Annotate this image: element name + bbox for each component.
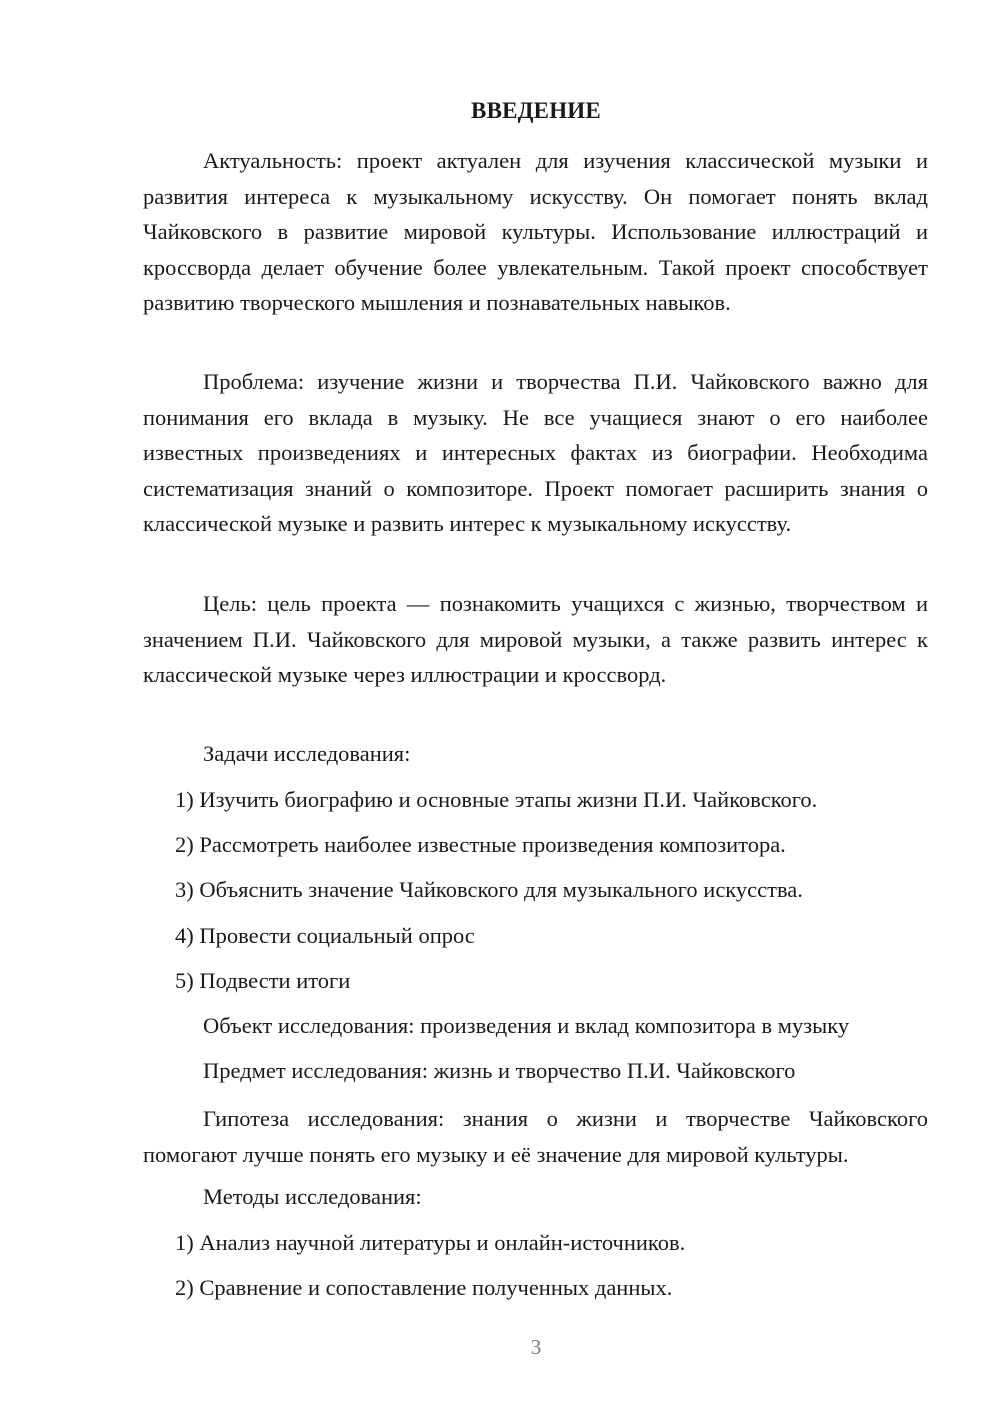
page-number: 3 [530, 1335, 542, 1359]
task-item: 4) Провести социальный опрос [175, 923, 475, 948]
research-object-line: Объект исследования: произведения и вклад композитора в музыку [203, 1013, 850, 1038]
method-item: 2) Сравнение и сопоставление полученных данных. [175, 1275, 673, 1300]
tasks-heading: Задачи исследования: [203, 741, 411, 766]
method-item: 1) Анализ научной литературы и онлайн-источников. [175, 1230, 686, 1255]
task-item: 3) Объяснить значение Чайковского для музыкального искусства. [175, 877, 803, 902]
task-item: 1) Изучить биографию и основные этапы жизни П.И. Чайковского. [175, 787, 818, 812]
problem-paragraph: Проблема: изучение жизни и творчества П.И. Чайковского важно для понимания его вклада в музыку. Не все учащиеся знают о его наиболее известных произведениях и интересных фактах из биографии. Необходима систематизация знаний о композиторе. Проект помогает расширить знания о классической музыке и развить интерес к музыкальному искусству. [143, 369, 928, 536]
task-item: 2) Рассмотреть наиболее известные произведения композитора. [175, 832, 786, 857]
methods-heading: Методы исследования: [203, 1184, 422, 1209]
goal-paragraph: Цель: цель проекта — познакомить учащихся с жизнью, творчеством и значением П.И. Чайковского для мировой музыки, а также развить интерес к классической музыке через иллюстрации и кроссворд. [143, 591, 928, 687]
relevance-paragraph: Актуальность: проект актуален для изучения классической музыки и развития интереса к музыкальному искусству. Он помогает понять вклад Чайковского в развитие мировой культуры. Использование иллюстраций и кроссворда делает обучение более увлекательным. Такой проект способствует развитию творческого мышления и познавательных навыков. [143, 148, 928, 315]
research-subject-line: Предмет исследования: жизнь и творчество П.И. Чайковского [203, 1058, 796, 1083]
task-item: 5) Подвести итоги [175, 968, 351, 993]
hypothesis-paragraph: Гипотеза исследования: знания о жизни и творчестве Чайковского помогают лучше понять его музыку и её значение для мировой культуры. [143, 1106, 928, 1167]
page-title: ВВЕДЕНИЕ [471, 98, 601, 123]
